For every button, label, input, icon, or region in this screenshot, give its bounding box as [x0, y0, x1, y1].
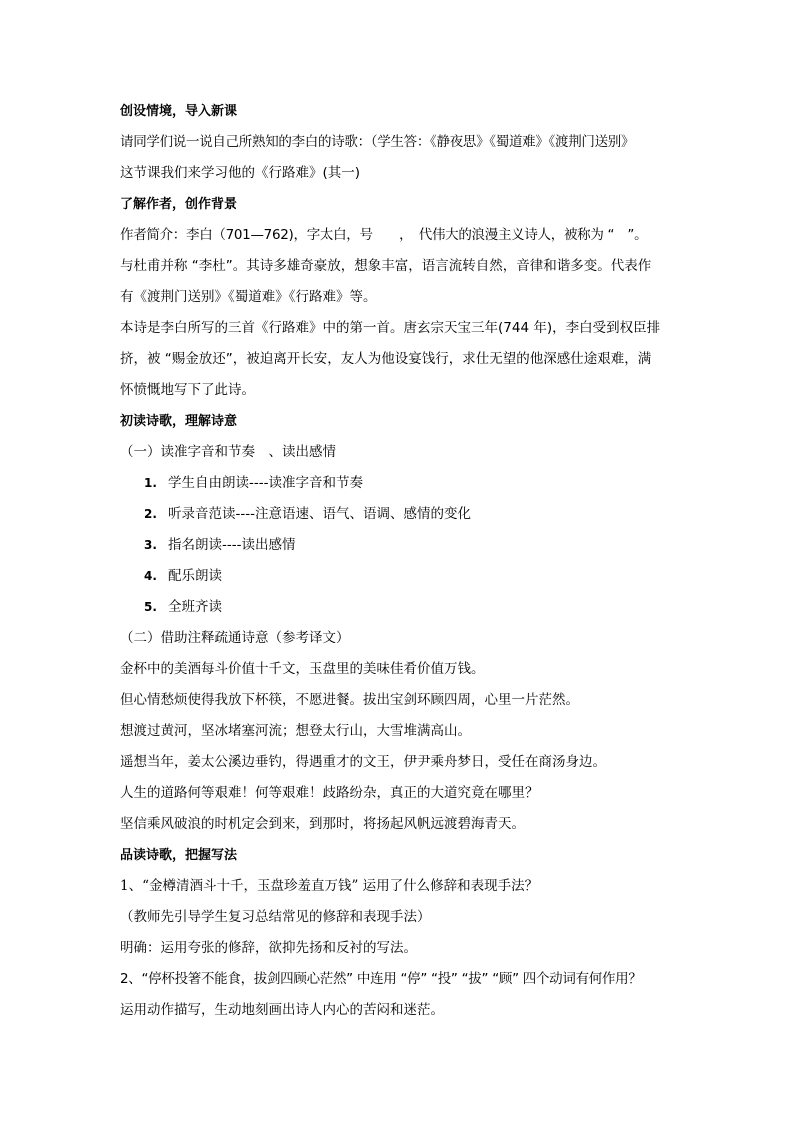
teacher-note: （教师先引导学生复习总结常见的修辞和表现手法） [120, 909, 431, 925]
translation-line: 人生的道路何等艰难！何等艰难！歧路纷杂，真正的大道究竟在哪里？ [120, 785, 539, 801]
paragraph-line: 挤，被 “赐金放还”，被迫离开长安，友人为他设宴饯行，求仕无望的他深感仕途艰难，满 [120, 351, 652, 367]
list-item-number: 5. [144, 600, 157, 614]
list-item [120, 561, 680, 592]
translation-line: 遥想当年，姜太公溪边垂钓，得遇重才的文王，伊尹乘舟梦日，受任在商汤身边。 [120, 754, 606, 770]
translation-line: 坚信乘风破浪的时机定会到来，到那时，将扬起风帆远渡碧海青天。 [120, 816, 525, 832]
list-item-text: 听录音范读----注意语速、语气、语调、感情的变化 [168, 506, 471, 522]
list-item-number: 4. [144, 569, 157, 583]
translation-line: 想渡过黄河，坚冰堵塞河流；想登太行山，大雪堆满高山。 [120, 723, 471, 739]
paragraph-line: 怀愤慨地写下了此诗。 [120, 382, 255, 398]
section-heading-1: 创设情境，导入新课 [120, 104, 238, 119]
paragraph-line: 本诗是李白所写的三首《行路难》中的第一首。唐玄宗天宝三年(744 年)，李白受到权臣排 [120, 320, 661, 336]
paragraph-line: 有《渡荆门送别》《蜀道难》《行路难》等。 [120, 289, 377, 305]
section-heading-2: 了解作者，创作背景 [120, 197, 238, 212]
paragraph-line: 这节课我们来学习他的《行路难》(其一) [120, 165, 361, 181]
paragraph-line: 请同学们说一说自己所熟知的李白的诗歌：（学生答：《静夜思》《蜀道难》《渡荆门送别》 [120, 134, 635, 150]
list-item [120, 530, 680, 561]
answer-line: 明确：运用夸张的修辞，欲抑先扬和反衬的写法。 [120, 940, 417, 956]
answer-line: 运用动作描写，生动地刻画出诗人内心的苦闷和迷茫。 [120, 1002, 444, 1018]
question-line: 2、“停杯投箸不能食，拔剑四顾心茫然” 中连用 “停” “投” “拔” “顾” 四个动词有何作用？ [120, 971, 642, 987]
list-item-number: 1. [144, 476, 157, 490]
translation-line: 但心情愁烦使得我放下杯筷，不愿进餐。拔出宝剑环顾四周，心里一片茫然。 [120, 692, 579, 708]
list-item-text: 配乐朗读 [168, 568, 222, 584]
section-heading-3: 初读诗歌，理解诗意 [120, 414, 238, 429]
document-body [120, 96, 680, 1026]
subsection-heading: （一）读准字音和节奏 、读出感情 [120, 444, 336, 460]
list-item-text: 学生自由朗读----读准字音和节奏 [168, 475, 363, 491]
list-item-number: 3. [144, 538, 157, 552]
list-item [120, 592, 680, 623]
paragraph-line: 作者简介：李白（701—762)，字太白，号 ， 代伟大的浪漫主义诗人，被称为 “ ”。 [120, 227, 648, 243]
subsection-heading: （二）借助注释疏通诗意（参考译文） [120, 630, 350, 646]
section-heading-4: 品读诗歌，把握写法 [120, 848, 238, 863]
list-item-number: 2. [144, 507, 157, 521]
paragraph-line: 与杜甫并称 “李杜”。其诗多雄奇豪放，想象丰富，语言流转自然，音律和谐多变。代表作 [120, 258, 652, 274]
list-item-text: 指名朗读----读出感情 [168, 537, 296, 553]
translation-line: 金杯中的美酒每斗价值十千文，玉盘里的美味佳肴价值万钱。 [120, 661, 485, 677]
list-item [120, 468, 680, 499]
question-line: 1、“金樽清酒斗十千，玉盘珍羞直万钱” 运用了什么修辞和表现手法？ [120, 878, 539, 894]
list-item-text: 全班齐读 [168, 599, 222, 615]
list-item [120, 499, 680, 530]
